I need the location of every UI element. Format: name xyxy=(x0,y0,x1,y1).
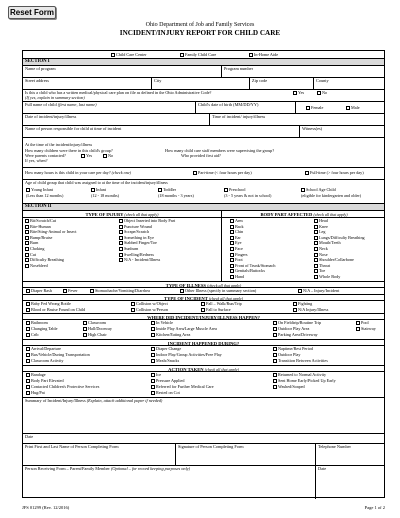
checkbox-icon[interactable] xyxy=(230,241,234,245)
checkbox-icon[interactable] xyxy=(151,373,155,377)
checkbox-icon[interactable] xyxy=(151,385,155,389)
city-field[interactable]: City xyxy=(151,78,249,89)
checkbox-option[interactable]: Ice xyxy=(151,373,161,378)
checkbox-icon[interactable] xyxy=(314,264,318,268)
parents-contacted-yes[interactable]: Yes xyxy=(81,154,92,159)
checkbox-option[interactable]: Meals/Snacks xyxy=(151,359,179,364)
illness-option[interactable]: Other Illness (specify in summary section) xyxy=(180,289,256,294)
checkbox-option[interactable]: Nosebleed xyxy=(25,264,48,269)
checkbox-option[interactable]: Eye xyxy=(230,241,242,246)
receiving-person-field[interactable]: Person Receiving Form – Parent/Family Member (Optional – for record keeping purposes only) xyxy=(25,466,191,471)
checkbox-option[interactable]: Head xyxy=(314,219,328,224)
section-2-header: SECTION II xyxy=(23,204,384,211)
hours-question: How many hours is this child in your care per day? (check one) xyxy=(25,170,132,175)
age-group-option[interactable]: Toddler xyxy=(158,188,176,193)
summary-date-field[interactable]: Date xyxy=(25,434,34,439)
checkbox-icon[interactable] xyxy=(356,321,360,325)
illness-option[interactable]: Diaper Rash xyxy=(26,289,52,294)
checkbox-icon[interactable] xyxy=(26,379,30,383)
checkbox-option[interactable]: Stabbed Finger/Toe xyxy=(119,241,157,246)
checkbox-option[interactable]: Bite-Human xyxy=(25,225,51,230)
incident-option[interactable]: Collision w/Object xyxy=(131,302,168,307)
child-name-field[interactable]: Full name of child (first name, last name) xyxy=(25,102,97,107)
illness-option[interactable]: N/A – Injury/Incident xyxy=(298,289,339,294)
checkbox-option[interactable]: Washed/Soaped xyxy=(273,385,305,390)
checkbox-option[interactable]: Bus/Vehicle/During Transportation xyxy=(26,353,90,358)
form-number: JFS 01299 (Rev. 12/2016) xyxy=(22,505,70,510)
checkbox-icon[interactable] xyxy=(314,253,318,257)
age-range: (eligible for kindergarten and older) xyxy=(301,193,362,198)
age-group-option[interactable]: School Age Child xyxy=(301,188,336,193)
checkbox-icon[interactable] xyxy=(314,247,318,251)
checkbox-option[interactable]: Nose xyxy=(314,253,328,258)
checkbox-option[interactable]: Face xyxy=(230,247,243,252)
checkbox-option[interactable]: Throat xyxy=(314,264,330,269)
checkbox-icon[interactable] xyxy=(230,225,234,229)
checkbox-icon[interactable] xyxy=(25,230,29,234)
checkbox-option[interactable]: Arm xyxy=(230,219,243,224)
checkbox-icon[interactable] xyxy=(273,373,277,377)
checkbox-option[interactable]: Contacted Children's Protective Services xyxy=(26,385,99,390)
medical-plan-no[interactable]: No xyxy=(317,91,327,96)
checkbox-icon[interactable] xyxy=(26,347,30,351)
form-title: INCIDENT/INJURY REPORT FOR CHILD CARE xyxy=(119,29,281,37)
checkbox-icon[interactable] xyxy=(230,269,234,273)
checkbox-icon[interactable] xyxy=(26,385,30,389)
age-range: (18 months - 3 years) xyxy=(158,193,194,198)
checkbox-icon[interactable] xyxy=(230,230,234,234)
age-group-row xyxy=(23,180,384,204)
checkbox-option[interactable]: Classroom xyxy=(83,321,106,326)
checkbox-option[interactable]: On Fieldtrip/Routine Trip xyxy=(273,321,321,326)
medical-plan-yes[interactable]: Yes xyxy=(293,91,304,96)
checkbox-icon[interactable] xyxy=(25,225,29,229)
checkbox-icon[interactable] xyxy=(83,321,87,325)
illness-row xyxy=(23,288,384,295)
checkbox-option[interactable]: Returned to Normal Activity xyxy=(273,373,326,378)
checkbox-icon[interactable] xyxy=(314,230,318,234)
checkbox-icon[interactable] xyxy=(119,230,123,234)
witnesses-field[interactable]: Witness(es) xyxy=(299,126,386,137)
age-range: (12 - 18 months) xyxy=(91,193,120,198)
checkbox-option[interactable]: Mouth/Teeth xyxy=(314,241,341,246)
checkbox-icon[interactable] xyxy=(119,247,123,251)
incident-option[interactable]: Blood or Bruise Found on Child xyxy=(26,308,85,313)
checkbox-icon[interactable] xyxy=(314,241,318,245)
checkbox-option[interactable]: Kitchen/Eating Area xyxy=(151,333,190,338)
incident-report-form xyxy=(22,50,385,498)
checkbox-option[interactable]: N/A - Incident/Illness xyxy=(119,258,160,263)
checkbox-option[interactable]: Inside Play Area/Large Muscle Area xyxy=(151,327,217,332)
illness-option[interactable]: Fever xyxy=(63,289,78,294)
during-heading: INCIDENT HAPPENED DURING? xyxy=(167,341,240,346)
body-part-options xyxy=(221,218,386,281)
summary-field[interactable]: Summary of Incident/Injury/Illness (Explain, attach additional paper if needed) xyxy=(25,398,163,403)
signature-field[interactable]: Signature of Person Completing Form xyxy=(175,444,315,465)
checkbox-icon[interactable] xyxy=(119,236,123,240)
checkbox-icon[interactable] xyxy=(151,353,155,357)
checkbox-option[interactable]: Swelling/Redness xyxy=(119,253,154,258)
checkbox-icon[interactable] xyxy=(151,347,155,351)
injury-options xyxy=(23,218,221,281)
where-options xyxy=(23,320,384,340)
checkbox-option[interactable]: Genitals/Buttocks xyxy=(230,269,265,274)
checkbox-icon[interactable] xyxy=(273,333,277,337)
checkbox-icon[interactable] xyxy=(119,258,123,262)
checkbox-icon[interactable] xyxy=(151,379,155,383)
checkbox-option[interactable]: Scrape/Scratch xyxy=(119,230,149,235)
checkbox-icon[interactable] xyxy=(119,241,123,245)
checkbox-icon[interactable] xyxy=(83,333,87,337)
children-count-question[interactable]: How many children were there in this child's group? xyxy=(25,148,113,153)
checkbox-option[interactable]: Bathroom xyxy=(26,321,48,326)
parents-contacted-no[interactable]: No xyxy=(103,154,113,159)
checkbox-icon[interactable] xyxy=(314,269,318,273)
checkbox-icon[interactable] xyxy=(25,253,29,257)
medical-plan-row xyxy=(23,90,384,102)
action-heading: ACTION TAKEN (check all that apply) xyxy=(168,367,239,372)
checkbox-icon[interactable] xyxy=(26,391,30,395)
center-type-option[interactable]: Child Care Center xyxy=(111,53,146,58)
type-incident-heading: TYPE OF INCIDENT (check all that apply) xyxy=(164,296,243,301)
checkbox-option[interactable]: Something in Eye xyxy=(119,236,154,241)
checkbox-option[interactable]: Leg xyxy=(314,230,326,235)
checkbox-icon[interactable] xyxy=(26,353,30,357)
checkbox-option[interactable]: Bump/Bruise xyxy=(25,236,52,241)
injury-header-row xyxy=(23,211,384,218)
checkbox-option[interactable]: Shoulder/Collarbone xyxy=(314,258,354,263)
checkbox-icon[interactable] xyxy=(230,236,234,240)
incident-date-field[interactable]: Date of incident/injury/illness xyxy=(25,114,77,119)
checkbox-icon[interactable] xyxy=(151,327,155,331)
checkbox-option[interactable]: Bit/Scratch/Cut xyxy=(25,219,56,224)
at-time-label: At the time of the incident/injury/illness xyxy=(25,142,93,147)
checkbox-option[interactable]: Parking Area/Driveway xyxy=(273,333,318,338)
phone-field[interactable]: Telephone Number xyxy=(315,444,386,465)
checkbox-option[interactable]: Outdoor Play xyxy=(273,353,300,358)
checkbox-icon[interactable] xyxy=(273,321,277,325)
incident-option[interactable]: Fall – Walk/Run/Trip xyxy=(201,302,242,307)
age-group-option[interactable]: Infant xyxy=(91,188,106,193)
staff-count-question[interactable]: How many child care staff members were supervising the group? xyxy=(165,148,275,153)
reset-form-button[interactable]: Reset Form xyxy=(9,8,54,17)
parents-contacted-question: Were parents contacted? xyxy=(25,153,66,158)
street-field[interactable]: Street address xyxy=(25,78,49,83)
program-number-field[interactable]: Program number xyxy=(221,66,386,77)
checkbox-icon[interactable] xyxy=(119,253,123,257)
checkbox-icon[interactable] xyxy=(273,359,277,363)
checkbox-icon[interactable] xyxy=(314,225,318,229)
checkbox-option[interactable]: Crib xyxy=(26,333,38,338)
checkbox-icon[interactable] xyxy=(230,219,234,223)
checkbox-option[interactable]: Chin xyxy=(230,230,243,235)
checkbox-icon[interactable] xyxy=(273,347,277,351)
checkbox-option[interactable]: Knee xyxy=(314,225,328,230)
gender-female[interactable]: Female xyxy=(306,106,323,111)
checkbox-option[interactable]: Lungs/Difficulty Breathing xyxy=(314,236,365,241)
checkbox-option[interactable]: Outdoor Play Area xyxy=(273,327,309,332)
child-dob-field[interactable]: Child's date of birth (MM/DD/YY) xyxy=(195,102,295,113)
checkbox-icon[interactable] xyxy=(83,327,87,331)
checkbox-option[interactable]: Rested on Cot xyxy=(151,391,180,396)
program-name-field[interactable]: Name of program xyxy=(25,66,56,71)
body-part-heading: BODY PART AFFECTED (check all that apply) xyxy=(221,211,386,217)
medical-plan-note: (If yes, explain in summary section) xyxy=(25,95,85,100)
gender-male[interactable]: Male xyxy=(346,106,360,111)
checkbox-icon[interactable] xyxy=(26,321,30,325)
medical-plan-question: Is this a child who has a written medical/physical care plan on file as defined in the Ohio Administrative Code? xyxy=(25,90,212,95)
checkbox-icon[interactable] xyxy=(26,359,30,363)
incident-option[interactable]: Fall to Surface xyxy=(201,308,231,313)
checkbox-icon[interactable] xyxy=(273,353,277,357)
checkbox-icon[interactable] xyxy=(230,247,234,251)
action-options xyxy=(23,372,384,398)
injury-body-block xyxy=(23,218,384,282)
checkbox-option[interactable]: Ear xyxy=(230,236,241,241)
age-group-option[interactable]: Young Infant xyxy=(26,188,53,193)
checkbox-icon[interactable] xyxy=(273,327,277,331)
first-aid-question[interactable]: Who provided first aid? xyxy=(181,153,221,158)
checkbox-icon[interactable] xyxy=(151,359,155,363)
during-options xyxy=(23,346,384,366)
checkbox-option[interactable]: Burn xyxy=(25,241,38,246)
center-type-row xyxy=(23,51,384,59)
checkbox-option[interactable]: Classroom Activity xyxy=(26,359,63,364)
checkbox-icon[interactable] xyxy=(119,225,123,229)
checkbox-icon[interactable] xyxy=(25,258,29,262)
checkbox-option[interactable]: Referred for Further Medical Care xyxy=(151,385,214,390)
checkbox-icon[interactable] xyxy=(25,236,29,240)
checkbox-icon[interactable] xyxy=(356,327,360,331)
responsible-person-field[interactable]: Name of person responsible for child at time of incident xyxy=(25,126,122,131)
receiving-date-field[interactable]: Date xyxy=(315,466,386,499)
checkbox-option[interactable]: Neck xyxy=(314,247,328,252)
checkbox-option[interactable]: Cut xyxy=(25,253,36,258)
incident-option[interactable]: Baby Fed Wrong Bottle xyxy=(26,302,71,307)
checkbox-option[interactable]: Transition Between Activities xyxy=(273,359,328,364)
hours-row xyxy=(23,168,384,180)
incident-row xyxy=(23,301,384,314)
checkbox-icon[interactable] xyxy=(314,275,318,279)
age-range: (3 - 5 years & not in school) xyxy=(224,193,272,198)
checkbox-option[interactable]: Puncture Wound xyxy=(119,225,152,230)
checkbox-icon[interactable] xyxy=(273,385,277,389)
agency-name: Ohio Department of Job and Family Services xyxy=(145,22,255,28)
checkbox-icon[interactable] xyxy=(314,258,318,262)
checkbox-option[interactable]: Stairway xyxy=(356,327,376,332)
checkbox-icon[interactable] xyxy=(25,241,29,245)
if-yes-when[interactable]: If yes, when? xyxy=(25,158,48,163)
checkbox-option[interactable]: Toe xyxy=(314,269,325,274)
checkbox-option[interactable]: Pressure Applied xyxy=(151,379,185,384)
age-group-question: Age of child group that child was assigned to at the time of the incident/injury/illness xyxy=(25,180,168,185)
gender-cell xyxy=(295,102,386,113)
checkbox-option[interactable]: Hall/Doorway xyxy=(83,327,112,332)
checkbox-option[interactable]: Bite/Sting-Animal or Insect xyxy=(25,230,77,235)
type-illness-heading: TYPE OF ILLNESS (check all that apply) xyxy=(165,283,242,288)
checkbox-icon[interactable] xyxy=(151,391,155,395)
print-name-field[interactable]: Print First and Last Name of Person Completing Form xyxy=(25,444,119,449)
center-type-option[interactable]: Family Child Care xyxy=(180,53,216,58)
checkbox-icon[interactable] xyxy=(25,219,29,223)
checkbox-option[interactable]: Object Inserted into Body Part xyxy=(119,219,175,224)
type-injury-heading: TYPE OF INJURY (check all that apply) xyxy=(85,212,159,217)
checkbox-option[interactable]: Indoor Play/Group Activities/Free Play xyxy=(151,353,222,358)
checkbox-icon[interactable] xyxy=(230,258,234,262)
checkbox-option[interactable]: Whole Body xyxy=(314,275,340,280)
at-time-block xyxy=(23,138,384,168)
checkbox-icon[interactable] xyxy=(230,275,234,279)
checkbox-icon[interactable] xyxy=(314,219,318,223)
incident-time-field[interactable]: Time of incident/ injury/illness xyxy=(209,114,386,125)
section-1-header: SECTION I xyxy=(23,59,384,66)
incident-option[interactable]: N/A Injury/Illness xyxy=(293,308,328,313)
checkbox-icon[interactable] xyxy=(119,219,123,223)
checkbox-icon[interactable] xyxy=(151,321,155,325)
checkbox-icon[interactable] xyxy=(26,333,30,337)
age-range: (Less than 12 months) xyxy=(26,193,64,198)
checkbox-option[interactable]: Body Part Elevated xyxy=(26,379,64,384)
checkbox-icon[interactable] xyxy=(25,247,29,251)
illness-option[interactable]: Stomachache/Vomiting/Diarrhea xyxy=(90,289,150,294)
checkbox-option[interactable]: Arrival/Departure xyxy=(26,347,61,352)
checkbox-option[interactable]: Changing Table xyxy=(26,327,58,332)
incident-option[interactable]: Fighting xyxy=(293,302,312,307)
checkbox-icon[interactable] xyxy=(314,236,318,240)
part-time-option[interactable]: Part-time (< four hours per day) xyxy=(193,171,252,176)
checkbox-icon[interactable] xyxy=(230,253,234,257)
checkbox-option[interactable]: Hug/Pat xyxy=(26,391,45,396)
checkbox-option[interactable]: Pool xyxy=(356,321,369,326)
checkbox-icon[interactable] xyxy=(151,333,155,337)
checkbox-option[interactable]: Front of Trunk/Stomach xyxy=(230,264,276,269)
page-number: Page 1 of 2 xyxy=(364,505,385,510)
where-heading: WHERE DID INCIDENT/INJURY/ILLNESS HAPPEN? xyxy=(147,315,260,320)
checkbox-option[interactable]: Fingers xyxy=(230,253,248,258)
checkbox-icon[interactable] xyxy=(273,379,277,383)
checkbox-option[interactable]: Bandage xyxy=(26,373,46,378)
checkbox-icon[interactable] xyxy=(26,327,30,331)
checkbox-icon[interactable] xyxy=(26,373,30,377)
checkbox-icon[interactable] xyxy=(25,264,29,268)
checkbox-option[interactable]: Naptime/Rest Period xyxy=(273,347,313,352)
full-time-option[interactable]: Full-time (> four hours per day) xyxy=(305,171,364,176)
county-field[interactable]: County xyxy=(313,78,386,89)
checkbox-icon[interactable] xyxy=(230,264,234,268)
zip-field[interactable]: Zip code xyxy=(249,78,313,89)
incident-option[interactable]: Collision w/Person xyxy=(131,308,168,313)
checkbox-option[interactable]: Foot xyxy=(230,258,243,263)
checkbox-option[interactable]: Difficulty Breathing xyxy=(25,258,64,263)
checkbox-option[interactable]: Back xyxy=(230,225,244,230)
checkbox-option[interactable]: High Chair xyxy=(83,333,107,338)
center-type-option[interactable]: In-Home Aide xyxy=(249,53,278,58)
checkbox-option[interactable]: Hand xyxy=(230,275,244,280)
checkbox-option[interactable]: In Vehicle xyxy=(151,321,173,326)
checkbox-option[interactable]: Sent Home Early/Picked Up Early xyxy=(273,379,336,384)
checkbox-option[interactable]: Choking xyxy=(25,247,44,252)
age-group-option[interactable]: Preschool xyxy=(224,188,246,193)
checkbox-option[interactable]: Sunburn xyxy=(119,247,138,252)
checkbox-option[interactable]: Diaper Change xyxy=(151,347,181,352)
